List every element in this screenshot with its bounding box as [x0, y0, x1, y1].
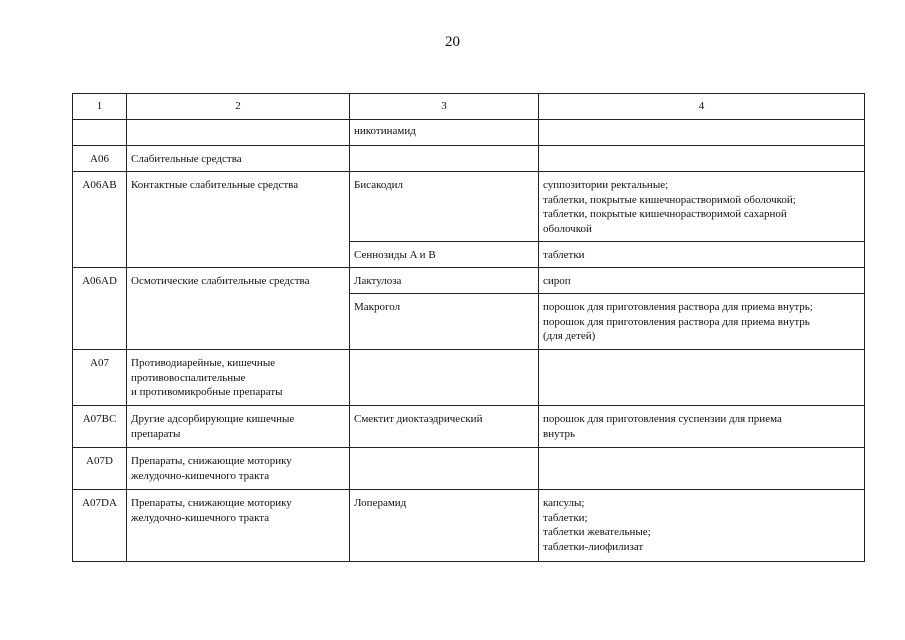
table-row — [73, 146, 865, 172]
dosage-forms — [539, 490, 865, 562]
atc-code: A06 — [73, 146, 127, 172]
atc-code: A07BC — [73, 406, 127, 448]
atc-code: A06AB — [73, 172, 127, 268]
drug-table — [72, 93, 865, 562]
atc-code — [73, 120, 127, 146]
group-name — [127, 350, 350, 406]
dosage-form: таблетки-лиофилизат — [543, 540, 644, 553]
group-name-line: препараты — [131, 427, 181, 440]
group-name-line: желудочно-кишечного тракта — [131, 469, 270, 482]
drug-name: никотинамид — [350, 120, 539, 146]
dosage-forms — [539, 406, 865, 448]
atc-code: A06AD — [73, 268, 127, 350]
dosage-form: порошок для приготовления раствора для приема внутрь; — [543, 301, 813, 313]
group-name: Слабительные средства — [127, 146, 350, 172]
group-name-line: Противодиарейные, кишечные — [131, 357, 276, 369]
table-row — [73, 406, 865, 448]
dosage-forms — [539, 172, 865, 242]
table-row — [73, 490, 865, 562]
atc-code: A07D — [73, 448, 127, 490]
atc-code: A07DA — [73, 490, 127, 562]
dosage-forms — [539, 120, 865, 146]
dosage-forms — [539, 146, 865, 172]
group-name — [127, 448, 350, 490]
header-cell: 2 — [127, 94, 350, 120]
page-number: 20 — [445, 34, 460, 50]
group-name — [127, 120, 350, 146]
dosage-form: таблетки жевательные; — [543, 526, 651, 538]
drug-name — [350, 350, 539, 406]
dosage-forms — [539, 350, 865, 406]
table-row — [73, 350, 865, 406]
dosage-form: таблетки — [543, 249, 585, 261]
dosage-form: (для детей) — [543, 330, 596, 342]
header-cell: 4 — [539, 94, 865, 120]
drug-name: Лактулоза — [350, 268, 539, 294]
group-name — [127, 406, 350, 448]
drug-name: Бисакодил — [350, 172, 539, 242]
dosage-forms — [539, 448, 865, 490]
drug-name: Смектит диоктаэдрический — [350, 406, 539, 448]
group-name: Контактные слабительные средства — [127, 172, 350, 268]
group-name-line: Другие адсорбирующие кишечные — [131, 413, 295, 425]
drug-name — [350, 448, 539, 490]
drug-name — [350, 146, 539, 172]
group-name-line: Препараты, снижающие моторику — [131, 455, 292, 467]
dosage-form: капсулы; — [543, 497, 585, 509]
header-cell: 3 — [350, 94, 539, 120]
group-name-line: и противомикробные препараты — [131, 386, 283, 398]
dosage-form: порошок для приготовления суспензии для приема — [543, 413, 782, 425]
group-name-line: противовоспалительные — [131, 371, 246, 384]
group-name-line: Препараты, снижающие моторику — [131, 497, 292, 509]
group-name-line: желудочно-кишечного тракта — [131, 511, 270, 524]
drug-name: Сеннозиды A и B — [350, 242, 539, 268]
dosage-forms — [539, 242, 865, 268]
group-name — [127, 490, 350, 562]
table-row — [73, 120, 865, 146]
dosage-form: внутрь — [543, 427, 576, 440]
dosage-form: оболочкой — [543, 222, 592, 235]
dosage-form: таблетки, покрытые кишечнорастворимой сахарной — [543, 208, 787, 220]
table-row — [73, 448, 865, 490]
dosage-forms — [539, 294, 865, 350]
table-row — [73, 268, 865, 294]
dosage-form: таблетки; — [543, 511, 588, 524]
table-header-row — [73, 94, 865, 120]
dosage-form: сироп — [543, 275, 571, 287]
atc-code: A07 — [73, 350, 127, 406]
dosage-forms — [539, 268, 865, 294]
drug-name: Макрогол — [350, 294, 539, 350]
table-row — [73, 172, 865, 242]
group-name: Осмотические слабительные средства — [127, 268, 350, 350]
dosage-form: суппозитории ректальные; — [543, 179, 669, 191]
dosage-form: таблетки, покрытые кишечнорастворимой оболочкой; — [543, 193, 796, 206]
header-cell: 1 — [73, 94, 127, 120]
drug-name: Лоперамид — [350, 490, 539, 562]
dosage-form: порошок для приготовления раствора для приема внутрь — [543, 315, 810, 328]
